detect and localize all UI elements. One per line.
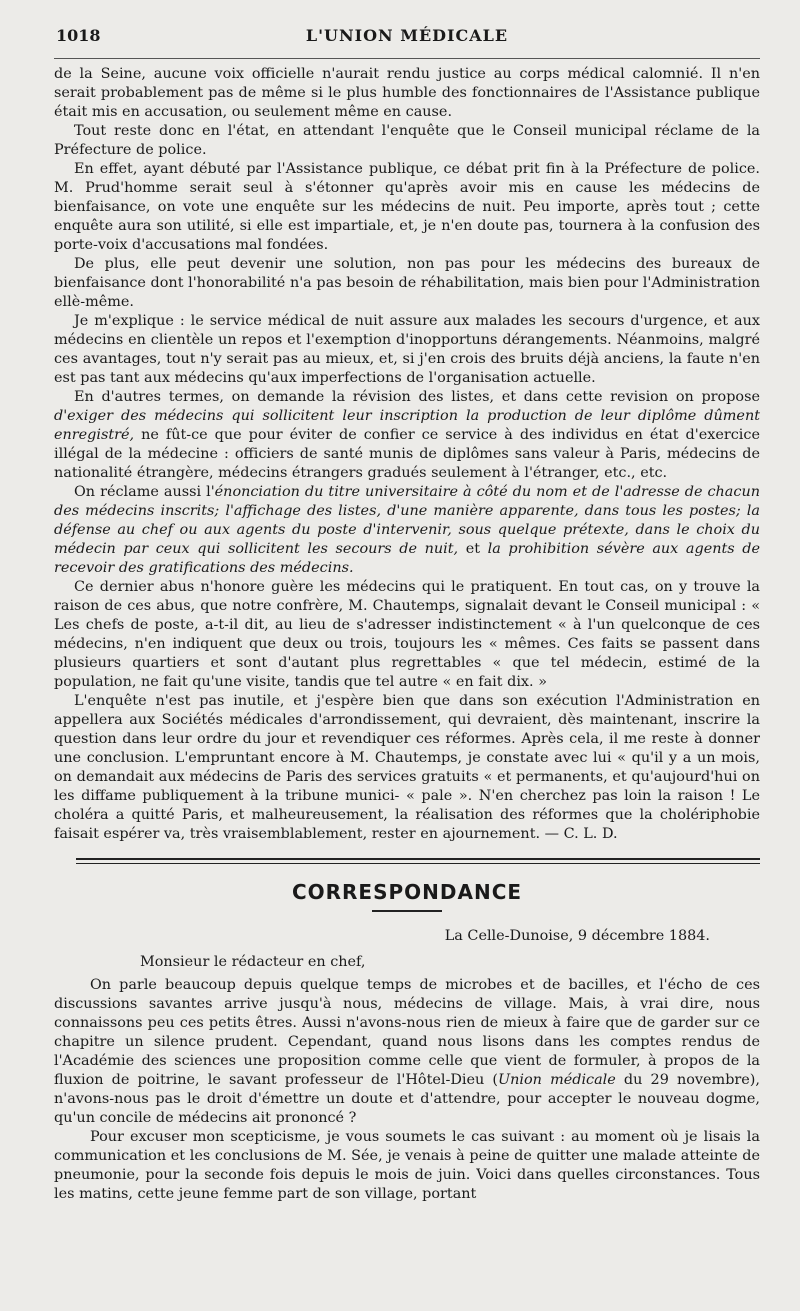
paragraph-text: On réclame aussi l' — [74, 484, 215, 500]
article-body — [54, 65, 760, 844]
journal-title: L'UNION MÉDICALE — [305, 26, 509, 45]
article-paragraph — [54, 388, 760, 483]
letter-salutation: Monsieur le rédacteur en chef, — [140, 954, 366, 970]
paragraph-text: On parle beaucoup depuis quelque temps de microbes et de bacilles, et l'écho de ces discussions savantes arrive jusqu'à nous, médecins de village. Mais, à vrai dire, nous connaissons peu ces petits êtres. Aussi n'avons-nous rien de mieux à faire que de garder sur ce chapitre un silence prudent. Cependant, quand nous lisons dans les comptes rendus de l'Académie des sciences une proposition comme celle que vient de formuler, à propos de la fluxion de poitrine, le savant professeur de l'Hôtel-Dieu ( — [54, 977, 760, 1088]
article-paragraph: En effet, ayant débuté par l'Assistance publique, ce débat prit fin à la Préfecture de police. M. Prud'homme serait seul à s'étonner qu'après avoir mis en cause les médecins de bienfaisance, on vote une enquête sur les médecins de nuit. Peu importe, après tout ; cette enquête aura son utilité, si elle est impartiale, et, je n'en doute pas, tournera à la confusion des porte-voix d'accusations mal fondées. — [54, 161, 760, 253]
section-title: CORRESPONDANCE — [291, 880, 523, 904]
article-paragraph: L'enquête n'est pas inutile, et j'espère bien que dans son exécution l'Administration en appellera aux Sociétés médicales d'arrondissement, qui devraient, dès maintenant, inscrire la question dans leur ordre du jour et revendiquer ces réformes. Après cela, il me reste à donner une conclusion. L'empruntant encore à M. Chautemps, je constate avec lui « qu'il y a un mois, on demandait aux médecins de Paris des services gratuits « et permanents, et qu'aujourd'hui on les diffame publiquement à la tribune munici- « pale ». N'en cherchez pas loin la raison ! Le choléra a quitté Paris, et malheureusement, la réalisation des réformes que la cholériphobie faisait espérer va, très vraisemblablement, rester en ajournement. — C. L. D. — [54, 693, 760, 842]
article-paragraph: de la Seine, aucune voix officielle n'aurait rendu justice au corps médical calomnié. Il n'en serait probablement pas de même si le plus humble des fonctionnaires de l'Assistance publique était mis en accusation, ou seulement même en cause. — [54, 66, 760, 120]
paragraph-text: et — [458, 541, 488, 557]
letter-dateline: La Celle-Dunoise, 9 décembre 1884. — [444, 928, 710, 944]
running-head — [54, 26, 760, 50]
divider-line — [76, 863, 760, 865]
page-number: 1018 — [56, 26, 101, 45]
letter-body — [54, 976, 760, 1204]
italic-text: Union médicale — [498, 1072, 616, 1088]
article-paragraph: De plus, elle peut devenir une solution, non pas pour les médecins des bureaux de bienfaisance dont l'honorabilité n'a pas besoin de réhabilitation, mais bien pour l'Administration ellè-même. — [54, 256, 760, 310]
section-divider — [76, 858, 760, 864]
italic-text: d'exiger des médecins qui sollicitent leur inscription la production de leur diplôme dûment enregistré, — [54, 408, 760, 443]
title-underline — [372, 910, 442, 912]
article-paragraph: Ce dernier abus n'honore guère les médecins qui le pratiquent. En tout cas, on y trouve la raison de ces abus, que notre confrère, M. Chautemps, signalait devant le Conseil municipal : « Les chefs de poste, a-t-il dit, au lieu de s'adresser indistinctement « à l'un quelconque de ces médecins, n'en indiquent que deux ou trois, toujours les « mêmes. Ces faits se passent dans plusieurs quartiers et sont d'autant plus regrettables « que tel médecin, estimé de la population, ne fait qu'une visite, tandis que tel autre « en fait dix. » — [54, 579, 760, 690]
divider-line — [76, 858, 760, 860]
article-paragraph: Je m'explique : le service médical de nuit assure aux malades les secours d'urgence, et aux médecins en clientèle un repos et l'exemption d'inopportuns dérangements. Néanmoins, malgré ces avantages, tout n'y serait pas au mieux, et, si j'en crois des bruits déjà anciens, la faute n'en est pas tant aux médecins qu'aux imperfections de l'organisation actuelle. — [54, 313, 760, 386]
italic-text: énonciation du titre universitaire à côté du nom et de l'adresse de chacun des médecins inscrits; l'affichage des listes, d'une manière apparente, dans tous les postes; la défense au chef ou aux agents du poste d'intervenir, sous quelque prétexte, dans le choix du médecin par ceux qui sollicitent les secours de nuit, — [54, 484, 760, 557]
paragraph-text: ne fût-ce que pour éviter de confier ce service à des individus en état d'exercice illégal de la médecine : officiers de santé munis de diplômes sans valeur à Paris, médecins de nationalité étrangère, médecins étrangers gradués seulement à l'étranger, etc., etc. — [54, 427, 760, 481]
paragraph-text: du 29 novembre), n'avons-nous pas le droit d'émettre un doute et d'attendre, pour accepter le nouveau dogme, qu'un concile de médecins ait prononcé ? — [54, 1072, 760, 1126]
article-paragraph — [54, 483, 760, 578]
letter-paragraph — [54, 976, 760, 1128]
article-paragraph: Tout reste donc en l'état, en attendant l'enquête que le Conseil municipal réclame de la Préfecture de police. — [54, 123, 760, 158]
paragraph-text: En d'autres termes, on demande la révision des listes, et dans cette revision on propose — [74, 389, 760, 405]
italic-text: la prohibition sévère aux agents de recevoir des gratifications des médecins. — [54, 541, 760, 576]
header-rule — [54, 58, 760, 59]
letter-paragraph: Pour excuser mon scepticisme, je vous soumets le cas suivant : au moment où je lisais la communication et les conclusions de M. Sée, je venais à peine de quitter une malade atteinte de pneumonie, pour la seconde fois depuis le mois de juin. Voici dans quelles circonstances. Tous les matins, cette jeune femme part de son village, portant — [54, 1129, 760, 1202]
